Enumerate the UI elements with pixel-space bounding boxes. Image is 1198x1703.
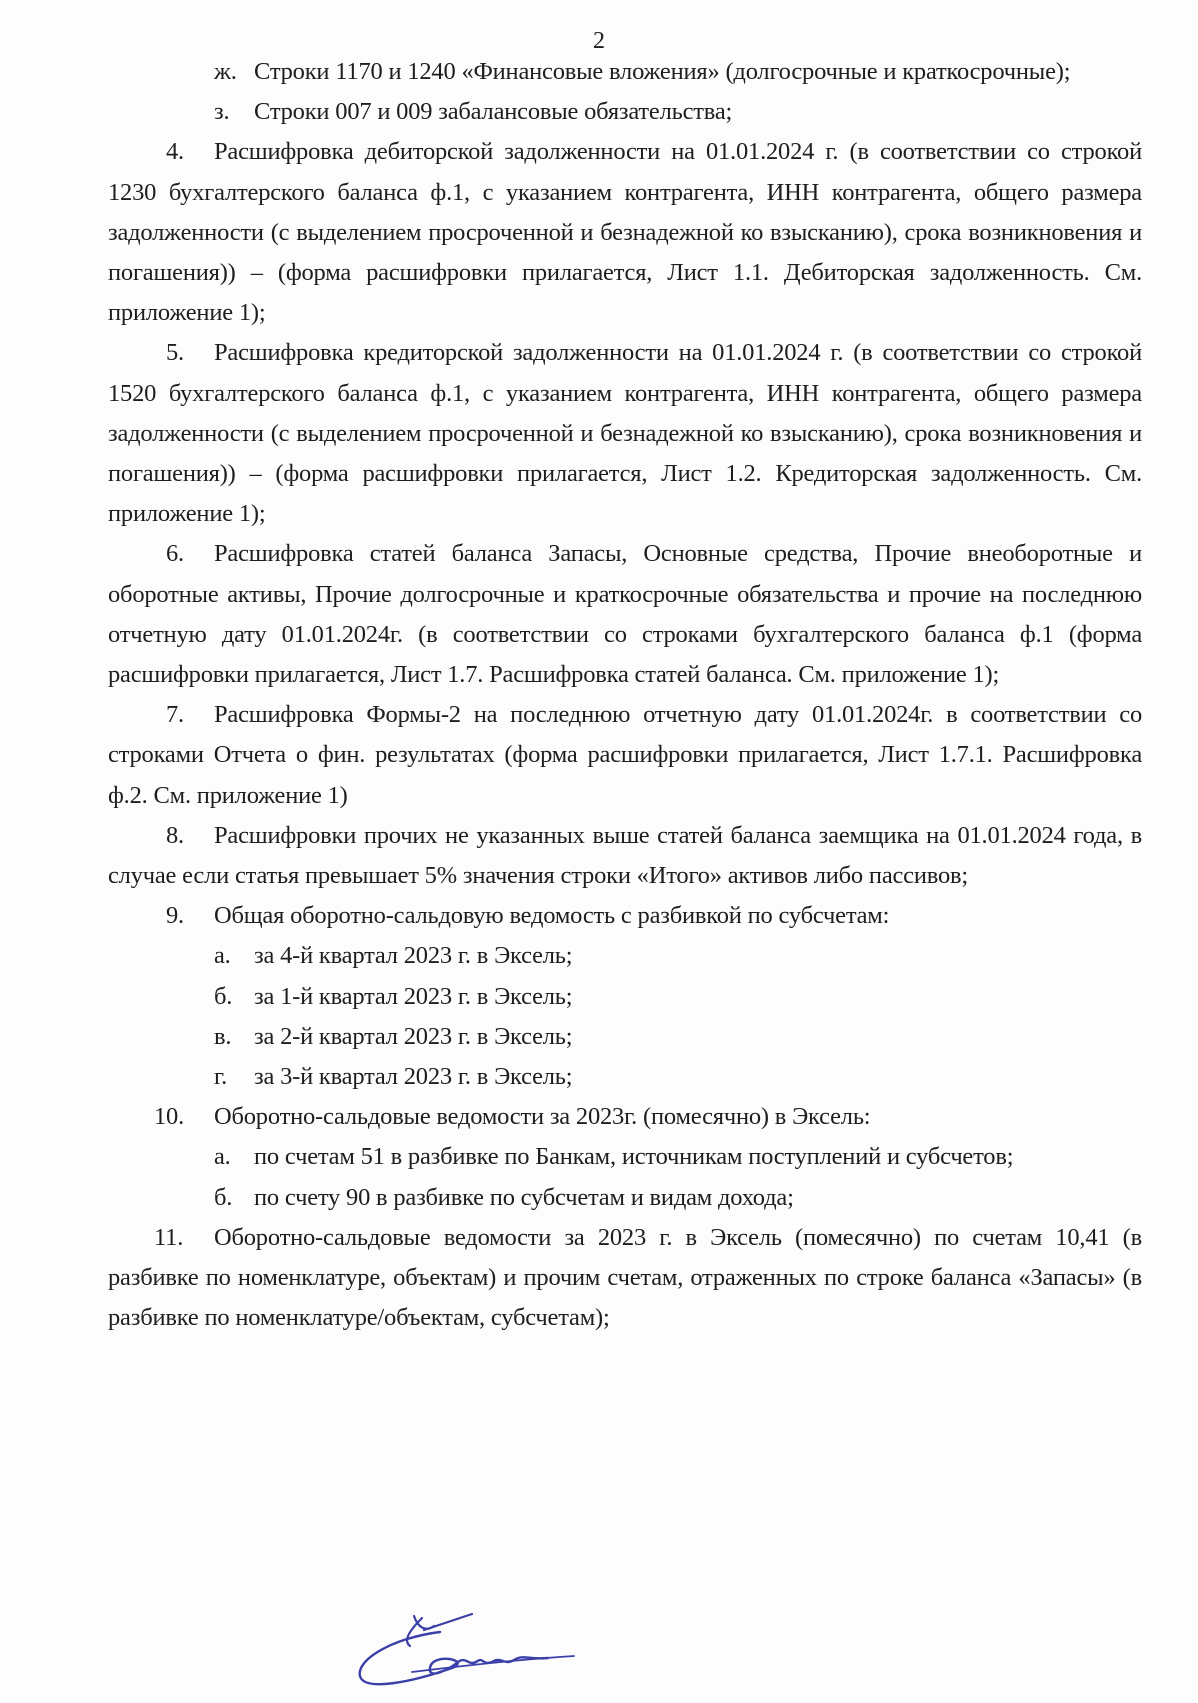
item-letter: б. [214, 982, 233, 1010]
list-item-4 [108, 132, 1142, 333]
item-number: 5. [166, 339, 184, 367]
item-text: Расшифровки прочих не указанных выше статей баланса заемщика на 01.01.2024 года, в случае если статья превышает 5% значения строки «Итого» активов либо пассивов; [108, 821, 1142, 890]
list-item-5 [108, 333, 1142, 534]
item-letter: а. [214, 1143, 231, 1171]
sub-item-9g [108, 1057, 1142, 1097]
list-item-z [108, 92, 1142, 132]
sub-item-10b [108, 1178, 1142, 1218]
item-number: 9. [166, 902, 184, 930]
document-body [108, 52, 1142, 1339]
item-text: Расшифровка Формы-2 на последнюю отчетную дату 01.01.2024г. в соответствии со строками Отчета о фин. результатах (форма расшифровки прилагается, Лист 1.7.1. Расшифровка ф.2. См. приложение 1) [108, 701, 1142, 809]
item-text: за 3-й квартал 2023 г. в Эксель; [254, 1063, 573, 1091]
item-text: по счетам 51 в разбивке по Банкам, источникам поступлений и субсчетов; [254, 1143, 1014, 1171]
item-text: по счету 90 в разбивке по субсчетам и видам дохода; [254, 1183, 794, 1211]
item-number: 7. [166, 701, 184, 729]
item-text: Общая оборотно-сальдовую ведомость с разбивкой по субсчетам: [214, 902, 890, 930]
item-letter: г. [214, 1063, 228, 1091]
item-letter: б. [214, 1183, 233, 1211]
item-text: Оборотно-сальдовые ведомости за 2023 г. в Эксель (помесячно) по счетам 10,41 (в разбивке по номенклатуре, объектам) и прочим счетам, отраженных по строке баланса «Запасы» (в разбивке по номенклатуре/объектам, субсчетам); [108, 1223, 1142, 1332]
list-item-9 [108, 896, 1142, 936]
item-letter: а. [214, 942, 231, 970]
item-number: 11. [154, 1223, 184, 1251]
item-text: за 1-й квартал 2023 г. в Эксель; [254, 982, 573, 1010]
item-text: за 2-й квартал 2023 г. в Эксель; [254, 1022, 573, 1050]
sub-item-9b [108, 977, 1142, 1017]
item-text: Расшифровка дебиторской задолженности на 01.01.2024 г. (в соответствии со строкой 1230 бухгалтерского баланса ф.1, с указанием контрагента, ИНН контрагента, общего размера задолженности (с выделением просроченной и безнадежной ко взысканию), срока возникновения и погашения)) – (форма расшифровки прилагается, Лист 1.1. Дебиторская задолженность. См. приложение 1); [108, 138, 1142, 327]
item-text: Расшифровка кредиторской задолженности на 01.01.2024 г. (в соответствии со строкой 1520 бухгалтерского баланса ф.1, с указанием контрагента, ИНН контрагента, общего размера задолженности (с выделением просроченной и безнадежной ко взысканию), срока возникновения и погашения)) – (форма расшифровки прилагается, Лист 1.2. Кредиторская задолженность. См. приложение 1); [108, 339, 1142, 528]
item-text: за 4-й квартал 2023 г. в Эксель; [254, 942, 573, 970]
list-item-8 [108, 816, 1142, 896]
item-letter: ж. [214, 58, 237, 85]
list-item-11 [108, 1218, 1142, 1339]
item-number: 6. [166, 540, 184, 568]
item-text: Строки 007 и 009 забалансовые обязательства; [254, 98, 733, 126]
item-text: Строки 1170 и 1240 «Финансовые вложения» (долгосрочные и краткосрочные); [254, 58, 1071, 85]
list-item-7 [108, 695, 1142, 816]
item-number: 8. [166, 821, 184, 849]
item-number: 4. [166, 138, 184, 166]
list-item-10 [108, 1097, 1142, 1137]
page-number: 2 [593, 28, 605, 54]
item-text: Оборотно-сальдовые ведомости за 2023г. (помесячно) в Эксель: [214, 1103, 871, 1131]
item-number: 10. [154, 1103, 185, 1131]
sub-item-9v [108, 1017, 1142, 1057]
item-text: Расшифровка статей баланса Запасы, Основные средства, Прочие внеоборотные и оборотные активы, Прочие долгосрочные и краткосрочные обязательства и прочие на последнюю отчетную дату 01.01.2024г. (в соответствии со строками бухгалтерского баланса ф.1 (форма расшифровки прилагается, Лист 1.7. Расшифровка статей баланса. См. приложение 1); [108, 540, 1142, 689]
sub-item-9a [108, 936, 1142, 976]
sub-item-10a [108, 1137, 1142, 1177]
list-item-zh [108, 52, 1142, 92]
list-item-6 [108, 534, 1142, 695]
item-letter: з. [214, 98, 230, 126]
item-letter: в. [214, 1022, 232, 1050]
handwritten-signature-icon [352, 1608, 592, 1698]
